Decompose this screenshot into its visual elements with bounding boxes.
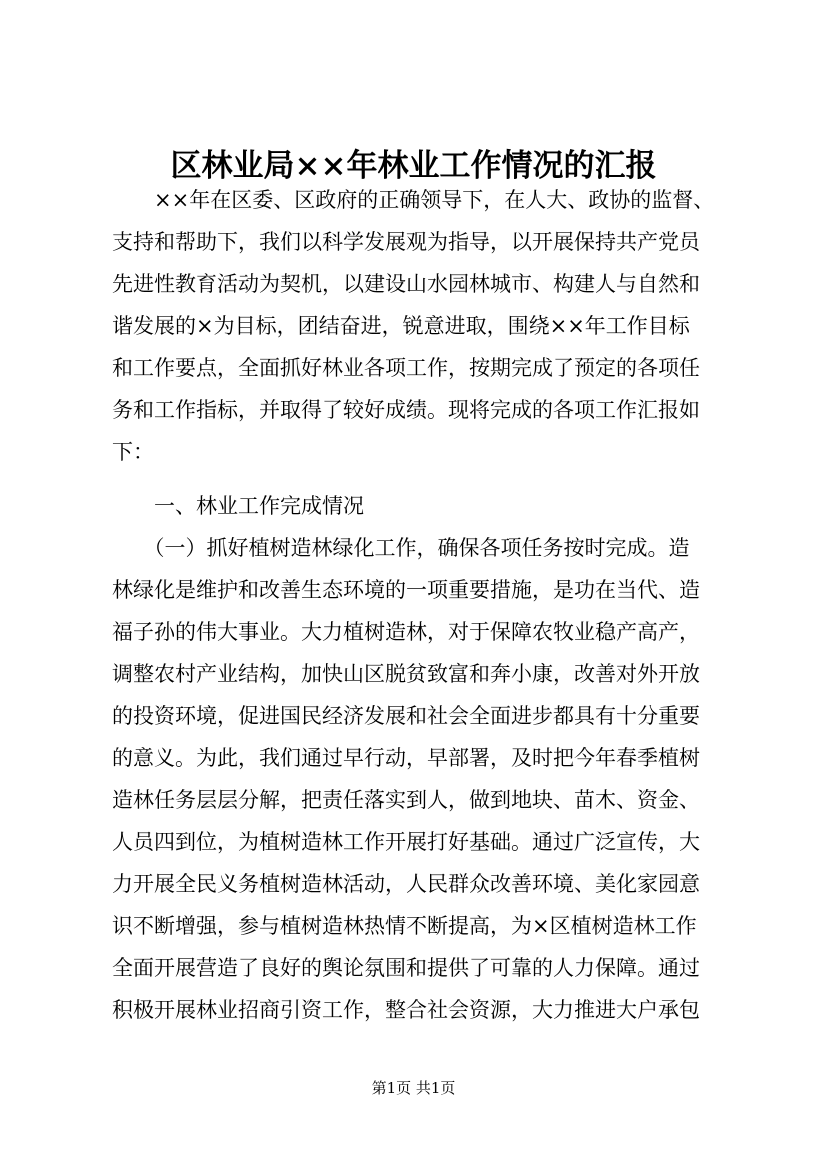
body-line: 人员四到位，为植树造林工作开展打好基础。通过广泛宣传，大 xyxy=(112,830,700,854)
body-line: 和工作要点，全面抓好林业各项工作，按期完成了预定的各项任 xyxy=(112,356,700,380)
body-line: 福子孙的伟大事业。大力植树造林，对于保障农牧业稳产高产， xyxy=(112,620,700,644)
body-line: 的意义。为此，我们通过早行动，早部署，及时把今年春季植树 xyxy=(112,746,700,770)
body-line: 务和工作指标，并取得了较好成绩。现将完成的各项工作汇报如 xyxy=(112,398,700,422)
body-line: 调整农村产业结构，加快山区脱贫致富和奔小康，改善对外开放 xyxy=(112,662,700,686)
body-line: 支持和帮助下，我们以科学发展观为指导，以开展保持共产党员 xyxy=(112,230,700,254)
body-line: 全面开展营造了良好的舆论氛围和提供了可靠的人力保障。通过 xyxy=(112,956,700,980)
body-line: 林绿化是维护和改善生态环境的一项重要措施，是功在当代、造 xyxy=(112,578,700,602)
body-line: 下： xyxy=(112,440,154,464)
body-line: 的投资环境，促进国民经济发展和社会全面进步都具有十分重要 xyxy=(112,704,700,728)
body-line: （一）抓好植树造林绿化工作，确保各项任务按时完成。造 xyxy=(112,536,690,560)
section-heading: 一、林业工作完成情况 xyxy=(112,494,364,518)
page-number-footer: 第1页 共1页 xyxy=(371,1079,456,1097)
body-line: 积极开展林业招商引资工作，整合社会资源，大力推进大户承包 xyxy=(112,998,700,1022)
body-line: 力开展全民义务植树造林活动，人民群众改善环境、美化家园意 xyxy=(112,872,700,896)
body-line: 先进性教育活动为契机，以建设山水园林城市、构建人与自然和 xyxy=(112,272,700,296)
body-line: 识不断增强，参与植树造林热情不断提高，为×区植树造林工作 xyxy=(112,914,697,938)
body-line: 谐发展的×为目标，团结奋进，锐意进取，围绕××年工作目标 xyxy=(112,314,690,338)
document-title: 区林业局××年林业工作情况的汇报 xyxy=(170,148,657,184)
body-line: 造林任务层层分解，把责任落实到人，做到地块、苗木、资金、 xyxy=(112,788,700,812)
body-line: ××年在区委、区政府的正确领导下，在人大、政协的监督、 xyxy=(112,188,715,212)
